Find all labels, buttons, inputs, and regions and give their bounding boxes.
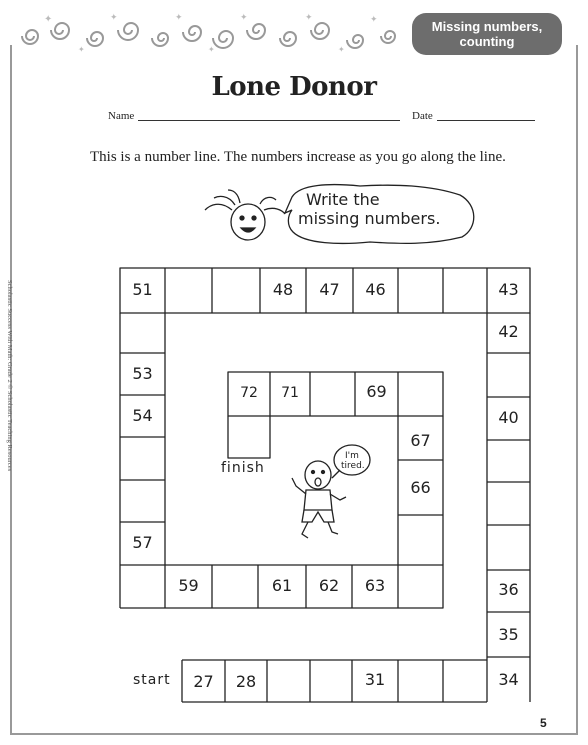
number-62: 62	[318, 576, 340, 595]
svg-text:✦: ✦	[208, 45, 215, 54]
start-label: start	[133, 672, 171, 688]
number-47: 47	[319, 280, 340, 299]
side-credit: Scholastic Success With Math: Grade 2 © Scholastic Teaching Resources	[6, 280, 13, 472]
number-48: 48	[272, 280, 294, 299]
svg-text:✦: ✦	[110, 12, 118, 22]
name-label: Name	[108, 110, 135, 122]
number-61: 61	[271, 576, 293, 595]
number-31: 31	[364, 670, 386, 689]
number-43: 43	[498, 280, 519, 299]
date-label: Date	[412, 110, 433, 122]
number-59: 59	[178, 576, 199, 595]
worksheet-title: Lone Donor	[211, 72, 377, 102]
svg-text:✦: ✦	[240, 12, 248, 22]
number-27: 27	[193, 672, 214, 691]
number-53: 53	[132, 364, 153, 383]
number-54: 54	[132, 406, 153, 425]
character-bubble-line-1: I'm	[345, 451, 359, 461]
number-51: 51	[132, 280, 153, 299]
number-36: 36	[498, 580, 519, 599]
instruction-text: This is a number line. The numbers increase as you go along the line.	[90, 149, 506, 165]
page-number: 5	[540, 716, 547, 730]
finish-label: finish	[221, 460, 265, 476]
girl-face-drawing	[205, 190, 285, 240]
topic-line-2: counting	[459, 34, 515, 49]
number-28: 28	[235, 672, 257, 691]
number-42: 42	[498, 322, 519, 341]
svg-text:✦: ✦	[305, 12, 313, 22]
topic-line-1: Missing numbers,	[431, 19, 543, 34]
number-66: 66	[410, 478, 431, 497]
svg-text:✦: ✦	[175, 12, 183, 22]
grid-finish-cell	[228, 416, 270, 458]
svg-text:✦: ✦	[78, 45, 85, 54]
number-35: 35	[498, 625, 519, 644]
svg-text:✦: ✦	[338, 45, 345, 54]
number-63: 63	[364, 576, 386, 595]
speech-bubble-line-2: missing numbers.	[298, 209, 441, 228]
number-57: 57	[132, 533, 153, 552]
number-69: 69	[366, 382, 387, 401]
grid-left-column	[120, 313, 165, 608]
number-71: 71	[281, 385, 299, 401]
number-46: 46	[365, 280, 386, 299]
number-40: 40	[498, 408, 519, 427]
svg-text:✦: ✦	[44, 14, 53, 25]
number-72: 72	[240, 385, 258, 401]
character-bubble-line-2: tired.	[341, 461, 365, 471]
number-34: 34	[498, 670, 519, 689]
svg-text:✦: ✦	[370, 14, 378, 24]
speech-bubble-line-1: Write the	[306, 190, 380, 209]
number-67: 67	[410, 431, 431, 450]
